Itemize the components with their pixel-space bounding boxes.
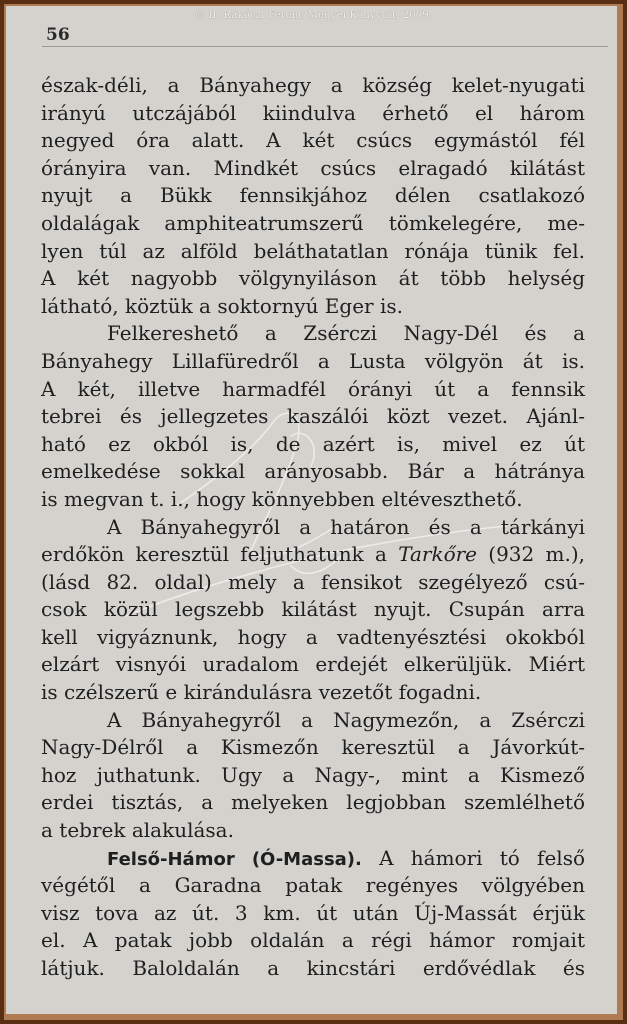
text-line: elzárt visnyói uradalom erdejét elkerüljük. Miért bbox=[41, 652, 585, 677]
page-number: 56 bbox=[46, 25, 70, 45]
text-line: csok közül legszebb kilátást nyujt. Csupán arra bbox=[41, 597, 585, 622]
header-rule bbox=[42, 46, 608, 47]
text-line: emelkedése sokkal arányosabb. Bár a hátránya bbox=[41, 459, 585, 484]
text-segment: A hámori tó felső bbox=[379, 845, 585, 870]
text-line: irányú utczájából kiindulva érhető el három bbox=[41, 100, 585, 125]
text-line: el. A patak jobb oldalán a régi hámor romjait bbox=[41, 928, 585, 953]
text-line: negyed óra alatt. A két csúcs egymástól fél bbox=[41, 128, 585, 153]
text-line: is czélszerű e kirándulásra vezetőt fogadni. bbox=[41, 680, 482, 705]
text-line: észak-déli, a Bányahegy a község kelet-nyugati bbox=[41, 73, 585, 97]
text-segment: erdőkön keresztül feljuthatunk a bbox=[41, 542, 387, 567]
text-line: látjuk. Baloldalán a kincstári erdővédlak és bbox=[41, 956, 585, 980]
text-line: végétől a Garadna patak regényes völgyében bbox=[41, 873, 585, 898]
text-line: lyen túl az alföld beláthatatlan rónája tünik fel. bbox=[41, 238, 585, 263]
copyright-notice: © II. Rákóczi Ferenc Megyei Könyvtár, 2009. bbox=[194, 10, 433, 21]
page-frame bbox=[4, 4, 623, 1020]
text-line: nyujt a Bükk fennsikjához délen csatlakozó bbox=[41, 183, 585, 208]
text-line: látható, köztük a soktornyú Eger is. bbox=[41, 293, 403, 318]
section-line bbox=[41, 845, 585, 873]
text-line: is megvan t. i., hogy könnyebben eltéveszthető. bbox=[41, 486, 523, 511]
text-line: oldalágak amphiteatrumszerű tömkelegére, me- bbox=[41, 210, 585, 235]
text-line: kell vigyáznunk, hogy a vadtenyésztési okokból bbox=[41, 624, 585, 649]
paragraph-start: A Bányahegyről a határon és a tárkányi bbox=[107, 514, 585, 539]
text-line: A két nagyobb völgynyiláson át több helység bbox=[41, 266, 585, 291]
place-name-italic: Tarkőre bbox=[398, 542, 478, 567]
text-line: Bányahegy Lillafüredről a Lusta völgyön át is. bbox=[41, 348, 585, 373]
text-line: A két, illetve harmadfél órányi út a fennsik bbox=[41, 376, 585, 401]
scanned-page bbox=[6, 6, 617, 1014]
paragraph-start: A Bányahegyről a Nagymezőn, a Zsérczi bbox=[107, 707, 585, 732]
text-line: a tebrek alakulása. bbox=[41, 818, 234, 843]
text-line-mixed bbox=[41, 541, 585, 569]
text-line: Nagy-Délről a Kismezőn keresztül a Jávorkút- bbox=[41, 735, 585, 760]
text-line: (lásd 82. oldal) mely a fensikot szegélyező csú- bbox=[41, 569, 585, 594]
text-segment: (932 m.), bbox=[488, 542, 585, 567]
text-line: visz tova az út. 3 km. út után Új-Massát érjük bbox=[41, 900, 585, 925]
text-line: ható ez okból is, de azért is, mivel ez út bbox=[41, 431, 585, 456]
body-text bbox=[41, 72, 585, 983]
text-line: erdei tisztás, a melyeken legjobban szemlélhető bbox=[41, 790, 585, 815]
section-heading: Felső-Hámor (Ó-Massa). bbox=[107, 848, 362, 870]
text-line: órányira van. Mindkét csúcs elragadó kilátást bbox=[41, 155, 585, 180]
paragraph-start: Felkereshető a Zsérczi Nagy-Dél és a bbox=[107, 321, 585, 346]
text-line: tebrei és jellegzetes kaszálói közt vezet. Ajánl- bbox=[41, 404, 585, 429]
text-line: hoz juthatunk. Ugy a Nagy-, mint a Kismező bbox=[41, 762, 585, 787]
